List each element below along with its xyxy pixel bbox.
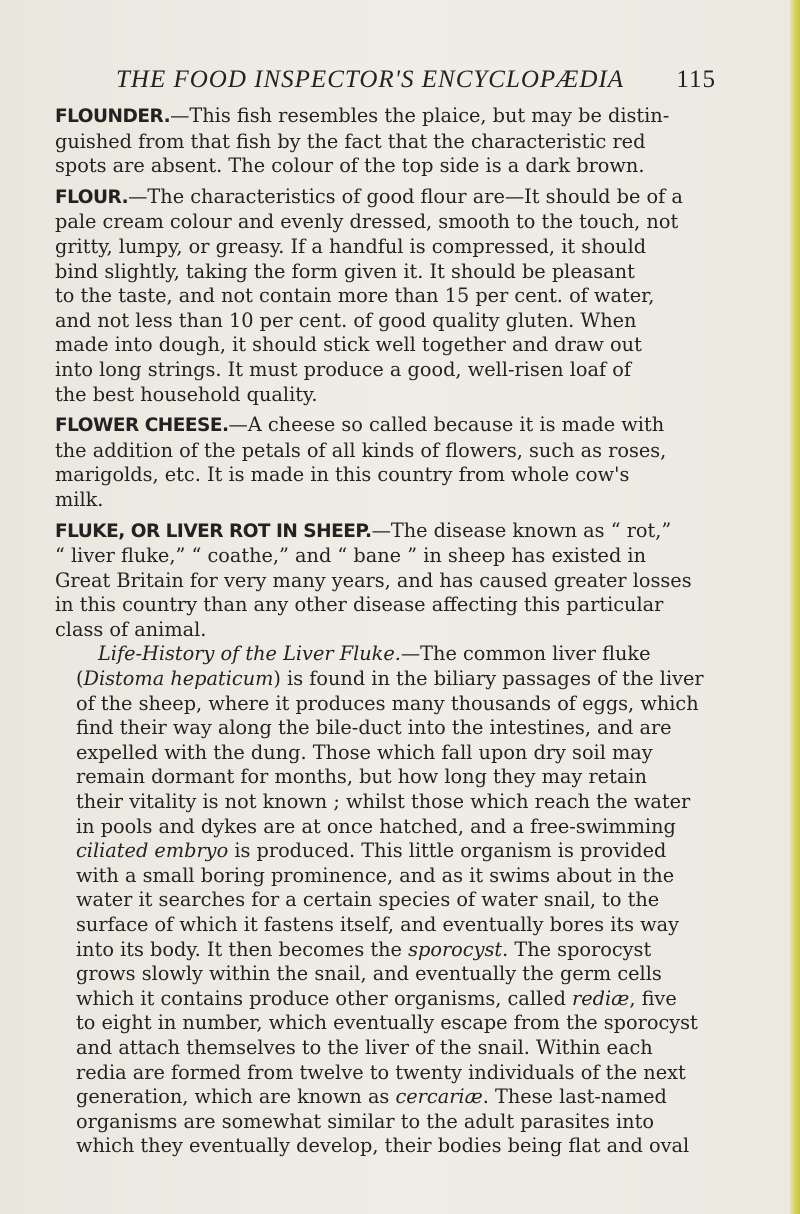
text-line: which they eventually develop, their bodies being flat and oval [76,1134,690,1158]
text-fragment: which it contains produce other organisms, called [76,986,573,1010]
text-line: gritty, lumpy, or greasy. If a handful is compressed, it should [55,234,647,258]
life-history-paragraph [55,642,745,1158]
text-line: “ liver fluke,” “ coathe,” and “ bane ” in sheep has existed in [55,544,647,568]
text-fragment: —The common liver fluke [400,642,651,666]
text-line: —The disease known as “ rot,” [371,518,672,542]
text-line: and not less than 10 per cent. of good quality gluten. When [55,308,637,332]
entry-flower-cheese [55,413,745,512]
text-line: organisms are somewhat similar to the adult parasites into [76,1109,654,1133]
text-line: the best household quality. [55,382,318,406]
subheading: Life-History of the Liver Fluke. [98,642,401,666]
text-line: pale cream colour and evenly dressed, smooth to the touch, not [55,210,679,234]
text-line: into long strings. It must produce a good, well-risen loaf of [55,357,631,381]
encyclopedia-entries [55,104,745,1159]
entry-flounder [55,104,745,179]
text-line: in pools and dykes are at once hatched, and a free-swimming [76,814,676,838]
running-header [116,66,716,106]
entry-heading: FLOWER CHEESE. [55,415,229,437]
text-fragment: generation, which are known as [76,1085,396,1109]
text-line: in this country than any other disease affecting this particular [55,593,664,617]
species-name: Distoma hepaticum [83,667,274,691]
text-line: milk. [55,487,104,511]
text-line: bind slightly, taking the form given it. It should be pleasant [55,259,635,283]
text-line: water it searches for a certain species of water snail, to the [76,888,660,912]
term: rediæ [572,986,630,1010]
text-line: redia are formed from twelve to twenty individuals of the next [76,1060,686,1084]
entry-flour [55,185,745,407]
text-line: —The characteristics of good flour are—It should be of a [128,184,683,208]
text-line: —A cheese so called because it is made with [228,413,665,437]
text-line: to the taste, and not contain more than 15 per cent. of water, [55,284,655,308]
term: sporocyst [408,937,503,961]
entry-fluke [55,519,745,643]
text-fragment: is produced. This little organism is provided [228,839,667,863]
text-line: remain dormant for months, but how long they may retain [76,765,647,789]
page-number: 115 [676,66,716,93]
header-title: THE FOOD INSPECTOR'S ENCYCLOPÆDIA [116,66,625,93]
text-fragment: ( [76,667,84,691]
text-line: expelled with the dung. Those which fall upon dry soil may [76,740,653,764]
page-edge [790,0,800,1214]
entry-heading: FLUKE, OR LIVER ROT IN SHEEP. [55,520,372,542]
text-fragment: . The sporocyst [502,937,652,961]
text-line: —This fish resembles the plaice, but may be distin- [170,104,670,127]
text-line: and attach themselves to the liver of the snail. Within each [76,1035,653,1059]
term: cercariæ [395,1085,483,1109]
text-line: Great Britain for very many years, and has caused greater losses [55,568,692,592]
text-line: of the sheep, where it produces many thousands of eggs, which [76,691,699,715]
text-line: made into dough, it should stick well together and draw out [55,333,642,357]
text-line: find their way along the bile-duct into the intestines, and are [76,716,672,740]
text-line: grows slowly within the snail, and eventually the germ cells [76,962,662,986]
text-line: class of animal. [55,617,207,641]
text-line: with a small boring prominence, and as it swims about in the [76,863,675,887]
text-line: marigolds, etc. It is made in this country from whole cow's [55,463,630,487]
text-line: the addition of the petals of all kinds of flowers, such as roses, [55,438,667,462]
text-line: guished from that fish by the fact that the characteristic red [55,129,646,153]
text-fragment: . These last-named [482,1085,667,1109]
term: ciliated embryo [76,839,229,863]
text-line: to eight in number, which eventually escape from the sporocyst [76,1011,698,1035]
text-fragment: into its body. It then becomes the [76,937,409,961]
text-line: spots are absent. The colour of the top side is a dark brown. [55,154,645,178]
entry-heading: FLOUR. [55,186,129,208]
entry-heading: FLOUNDER. [55,106,171,127]
text-fragment: ) is found in the biliary passages of the liver [273,667,704,691]
text-line: their vitality is not known ; whilst those which reach the water [76,790,691,814]
text-line: surface of which it fastens itself, and eventually bores its way [76,913,680,936]
text-fragment: , five [629,986,677,1010]
